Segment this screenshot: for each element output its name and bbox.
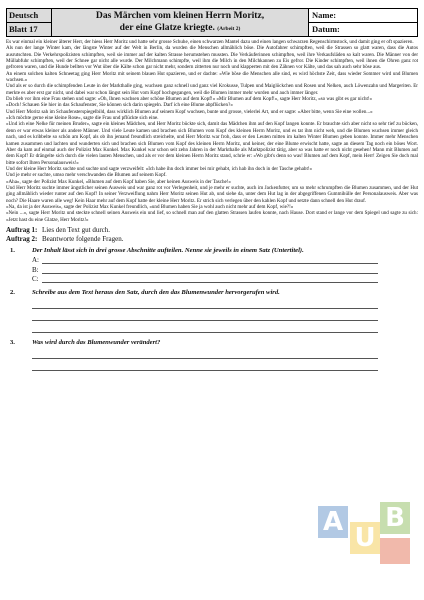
sheet-number: Blatt 17 <box>7 23 51 37</box>
answer-line[interactable] <box>32 309 378 321</box>
question-text: Schreibe aus dem Text heraus den Satz, durch den das Blumenwunder hervorgerufen wird. <box>32 289 280 297</box>
answer-line[interactable] <box>32 347 378 359</box>
story-paragraph: «Und ich eine Nelke für meinen Bruder», sagte ein kleines Mädchen, und Herr Moritz bückte sich, damit das Mädchen ihm auf den Kopf langen konnte. Er brauchte sich aber nicht so sehr tief zu bücken, denn er war etwas kleiner als andere Männer. Und viele Leute kamen und brachen sich Blumen vom Kopf des kleinen Herrn Moritz, und es tat ihm nicht weh, und die Blumen wuchsen immer gleich nach, und es kribbelte so schön am Kopf, als ob ihn jemand freundlich streichelte, und Herr Moritz war froh, dass er den Leuten mitten im kalten Winter Blumen geben konnte. Immer mehr Menschen kamen zusammen und lachten und wunderten sich und brachen sich Blumen vom Kopf des kleinen Herrn Moritz, und keiner, der eine Blume erwischt hatte, sagte an diesem Tag noch ein böses Wort. Aber da kam auf einmal auch der Polizist Max Kunkel. Max Kunkel war schon seit zehn Jahren in der Markthalle als Marktpolizist tätig, aber so was hatte er noch nicht gesehen! Mann mit Blumen auf dem Kopf! Er drängelte sich durch die vielen lauten Menschen, und als er vor dem kleinen Herrn Moritz stand, schrie er: «Wo gibt's denn so was! Blumen auf dem Kopf, mein Herr! Zeigen Sie doch mal bitte sofort Ihren Personalausweis!» <box>6 121 418 166</box>
answer-line-b[interactable] <box>32 264 418 274</box>
logo-letter-b: B <box>380 502 410 534</box>
title-line-2-text: der eine Glatze kriegte. <box>119 22 215 33</box>
question-3 <box>6 339 418 347</box>
story-paragraph: Und je mehr er suchte, umso mehr verschwanden die Blumen auf seinem Kopf. <box>6 172 167 179</box>
story-paragraph: Und Herr Moritz suchte immer ängstlicher seinen Ausweis und war ganz rot vor Verlegenheit, und je mehr er suchte, auch im Jackenfutter, um so mehr schrumpften die Blumen zusammen, und der Hut ging allmählich wieder runter auf den Kopf! In seiner Verzweiflung nahm Herr Moritz seinen Hut ab, und siehe da, unter dem Hut lag in der abgegriffenen Gummihülle der Personalausweis. Aber was noch? Die Haare waren alle weg! Kein Haar mehr auf dem Kopf hatte der kleine Herr Moritz. Er strich sich verlegen über den kahlen Kopf und setzte dann schnell den Hut drauf. <box>6 184 418 204</box>
answer-label: C: <box>32 275 39 284</box>
story-paragraph: Und der kleine Herr Moritz suchte und suchte und sagte verzweifelt: «Ich habe ihn doch immer bei mir gehabt, ich hab ihn doch in der Tasche gehabt!» <box>6 165 313 172</box>
task-item <box>6 226 418 235</box>
answer-line[interactable] <box>32 359 378 371</box>
date-field[interactable]: Datum: <box>312 23 340 34</box>
question-text: Der Inhalt lässt sich in drei grosse Abschnitte aufteilen. Nenne sie jeweils in einem Satz (Untertitel). <box>32 246 304 254</box>
story-paragraph: Es war einmal ein kleiner älterer Herr, der hiess Herr Moritz und hatte sehr grosse Schuhe, einen schwarzen Mantel dazu und einen langen schwarzen Regenschirmstock, und damit ging er oft spazieren. <box>6 39 414 45</box>
story-paragraph: An einem solchen kalten Schneetag ging Herr Moritz mit seinem blauen Hut spazieren, und er dachte: «Wie böse die Menschen alle sind, es wird höchste Zeit, dass wieder Sommer wird und Blumen wachsen.» <box>6 70 418 84</box>
task-text: Lies den Text gut durch. <box>42 225 111 234</box>
task-label: Auftrag 2: <box>6 234 38 243</box>
story-paragraph: Als nun der lange Winter kam, der längste Winter auf der Welt in Berlin, da wurden die Menschen allmählich böse. Die Autofahrer schimpften, weil die Strassen so glatt waren, dass die Autos ausrutschten. Die Verkehrspolizisten schimpften, weil sie immer auf der kalten Strasse herumstehen mussten. Die Verkäuferinnen schimpften, weil ihre Verkaufsläden so kalt waren. Die Männer von der Müllabfuhr schimpften, weil der Schnee gar nicht alle wurde. Der Milchmann schimpfte, weil ihm die Milch in den Milchkannen zu Eis gefror. Die Kinder schimpften, weil ihnen die Ohren ganz rot gefroren waren, und die Hunde bellten vor Wut über die Kälte schon gar nicht mehr, sondern zitterten nur noch und klapperten mit den Zähnen vor Kälte, und das sah auch sehr böse aus. <box>6 45 418 71</box>
story-paragraph: Und Herr Moritz sah im Schaufensterspiegelbild, dass wirklich Blumen auf seinem Kopf wuchsen, bunte und grosse, vielerlei Art, und er sagte: «Aber bitte, wenn Sie eine wollen...» <box>6 108 373 115</box>
title-suffix: (Arbeit 2) <box>217 26 241 32</box>
answer-line-c[interactable] <box>32 274 418 284</box>
title-line-2 <box>52 22 308 35</box>
story-paragraph: «Aha», sagte der Polizist Max Kunkel, «Blumen auf dem Kopf haben Sie, aber keinen Ausweis in der Tasche!» <box>6 178 231 185</box>
question-text: Was wird durch das Blumenwunder verändert? <box>32 339 161 347</box>
task-list <box>6 226 418 244</box>
answer-underline[interactable] <box>42 275 378 283</box>
story-paragraph: Da blieb vor ihm eine Frau stehen und sagte: «Oh, Ihnen wachsen aber schöne Blumen auf dem Kopf!» «Mir Blumen auf dem Kopf!», sagte Herr Moritz, «so was gibt es gar nicht!» <box>6 96 373 103</box>
answer-abc <box>32 255 418 284</box>
task-label: Auftrag 1: <box>6 225 38 234</box>
auboeck-logo <box>316 498 412 576</box>
answer-label: B: <box>32 265 39 274</box>
logo-letter-a: A <box>318 506 348 538</box>
question-number: 3. <box>10 339 15 347</box>
answer-line-a[interactable] <box>32 255 418 265</box>
worksheet-header <box>6 8 418 37</box>
logo-block <box>380 538 410 564</box>
task-item <box>6 235 418 244</box>
name-field[interactable]: Name: <box>309 9 417 23</box>
story-text <box>6 39 418 223</box>
worksheet <box>6 8 418 371</box>
question-2 <box>6 289 418 297</box>
answer-label: A: <box>32 256 39 265</box>
title-line-1: Das Märchen vom kleinen Herrn Moritz, <box>95 10 265 21</box>
story-paragraph: «Nein ...», sagte Herr Moritz und steckte schnell seinen Ausweis ein und lief, so schnell man auf den glatten Strassen laufen konnte, nach Hause. Dort stand er lange vor dem Spiegel und sagte zu sich: «Jetzt hast du eine Glatze, Herr Moritz!» <box>6 210 418 223</box>
answer-line[interactable] <box>32 321 378 333</box>
question-1 <box>6 247 418 255</box>
header-left <box>7 9 52 36</box>
story-paragraph: «Doch! Schauen Sie hier in das Schaufenster, Sie können sich darin spiegeln. Darf ich eine Blume abpflücken?» <box>6 102 233 109</box>
answer-underline[interactable] <box>42 266 378 274</box>
answer-underline[interactable] <box>42 256 378 264</box>
answer-line[interactable] <box>32 297 378 309</box>
subject-label: Deutsch <box>7 9 51 23</box>
story-paragraph: Und als er so durch die schimpfenden Leute in der Markthalle ging, wuchsen ganz schnell und ganz viel Krokusse, Tulpen und Maiglöckchen und Rosen und Nelken, auch Löwenzahn und Margeriten. Er merkte es aber erst gar nicht, und dabei war schon längst sein Hut vom Kopf hochgegangen, weil die Blumen immer mehr wurden und auch immer länger. <box>6 83 418 96</box>
question-number: 2. <box>10 289 15 297</box>
header-right <box>309 9 417 36</box>
task-text: Beantworte folgende Fragen. <box>42 234 124 243</box>
question-number: 1. <box>10 246 15 254</box>
story-paragraph: «Ich möchte gerne eine kleine Rose», sagte die Frau und pflückte sich eine. <box>6 115 159 122</box>
story-paragraph: «Na, da ist ja der Ausweis», sagte der Polizist Max Kunkel freundlich, «und Blumen haben Sie ja wohl auch nicht mehr auf dem Kopf, wie?!» <box>6 203 294 210</box>
logo-letter-u: U <box>350 522 380 554</box>
page-title <box>52 9 309 36</box>
